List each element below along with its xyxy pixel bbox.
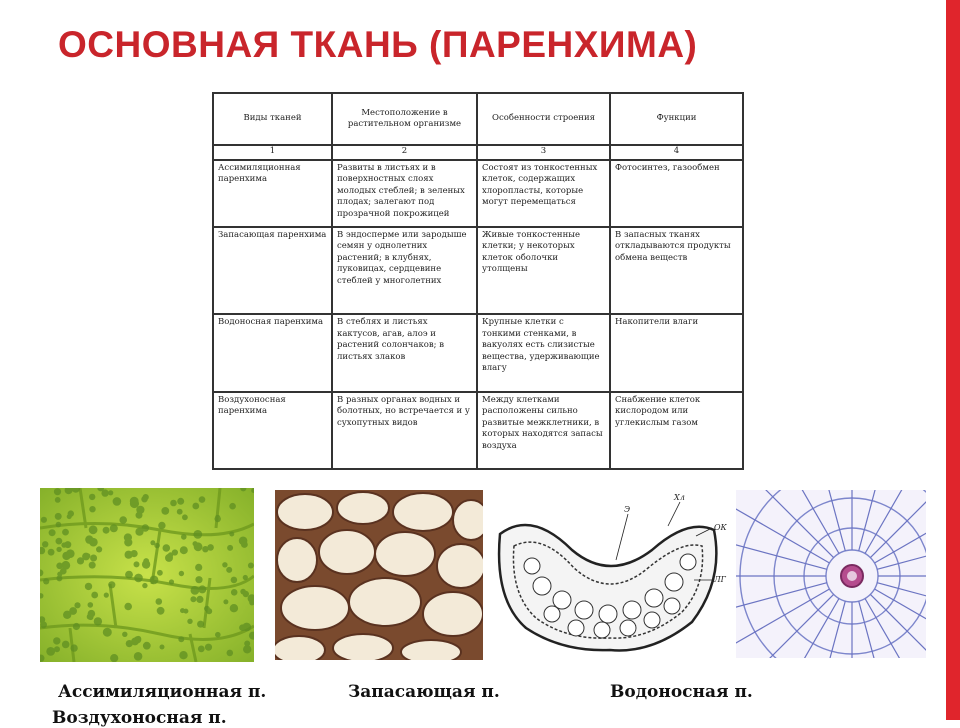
tissue-location: Развиты в листьях и в поверхностных слоях молодых стеблей; в зеленых плодах; залегают под прозрачной покрожицей [332,160,477,227]
tissue-function: Фотосинтез, газообмен [610,160,743,227]
tissue-location: В эндосперме или зародыше семян у однолетних растений; в клубнях, луковицах, сердцевине стеблей у многолетних [332,227,477,315]
table-row [213,160,743,227]
table-row [213,227,743,315]
aerenchyma-image [736,490,926,658]
tissue-function: Накопители влаги [610,314,743,391]
tissue-structure: Между клетками расположены сильно развитые межклетники, в которых находятся запасы воздуха [477,392,610,469]
diagram-label: ЛГ [714,575,726,584]
tissue-location: В разных органах водных и болотных, но встречается и у сухопутных видов [332,392,477,469]
tissue-location: В стеблях и листьях кактусов, агав, алоэ и растений солончаков; в листьях злаков [332,314,477,391]
column-number: 3 [477,145,610,160]
parenchyma-table [212,92,744,470]
accent-bar [946,0,960,720]
diagram-label: Хл [674,493,685,502]
assimilation-parenchyma-image [40,488,254,662]
column-number: 4 [610,145,743,160]
tissue-structure: Живые тонкостенные клетки; у некоторых клеток оболочки утолщены [477,227,610,315]
caption-water: Водоносная п. [610,682,753,702]
tissue-function: Снабжение клеток кислородом или углекислым газом [610,392,743,469]
tissue-name: Запасающая паренхима [213,227,332,315]
header-cell: Местоположение в растительном организме [332,93,477,145]
table-row [213,392,743,469]
tissue-name: Ассимиляционная паренхима [213,160,332,227]
tissue-name: Воздухоносная паренхима [213,392,332,469]
header-cell: Функции [610,93,743,145]
water-parenchyma-diagram [492,490,728,660]
caption-assimilation: Ассимиляционная п. [58,682,267,702]
storage-parenchyma-image [275,490,483,660]
table-row [213,314,743,391]
header-cell: Особенности строения [477,93,610,145]
tissue-structure: Состоят из тонкостенных клеток, содержащих хлоропласты, которые могут перемещаться [477,160,610,227]
slide-title: ОСНОВНАЯ ТКАНЬ (ПАРЕНХИМА) [58,24,698,65]
column-number: 1 [213,145,332,160]
column-number: 2 [332,145,477,160]
table-header-row [213,93,743,145]
table-number-row [213,145,743,160]
tissue-name: Водоносная паренхима [213,314,332,391]
diagram-label: ОК [714,523,727,532]
header-cell: Виды тканей [213,93,332,145]
tissue-structure: Крупные клетки с тонкими стенками, в вакуолях есть слизистые вещества, удерживающие влагу [477,314,610,391]
diagram-label: Э [624,505,631,514]
caption-aerenchyma: Воздухоносная п. [52,708,227,728]
tissue-function: В запасных тканях откладываются продукты обмена веществ [610,227,743,315]
caption-storage: Запасающая п. [348,682,500,702]
